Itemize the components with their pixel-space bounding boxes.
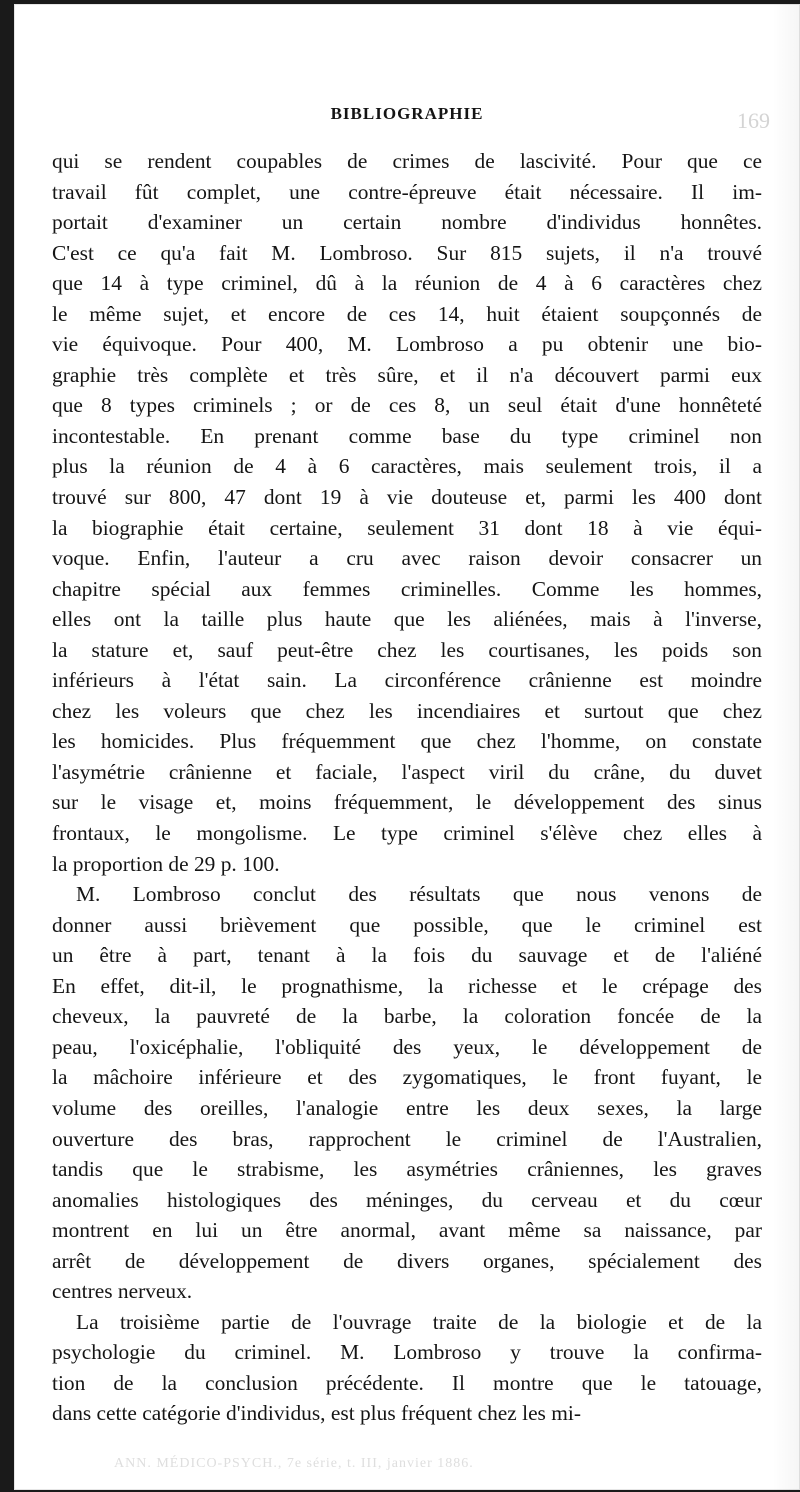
text-line: peau, l'oxicéphalie, l'obliquité des yeux, le développement de [52,1034,762,1059]
text-line: anomalies histologiques des méninges, du cerveau et du cœur [52,1187,762,1212]
page-number: 169 [737,108,770,133]
text-line: un être à part, tenant à la fois du sauvage et de l'aliéné [52,943,762,968]
text-line: centres nerveux. [52,1279,193,1304]
text-line: arrêt de développement de divers organes, spécialement des [52,1248,762,1273]
text-line: portait d'examiner un certain nombre d'individus honnêtes. [52,210,762,235]
text-line: vie équivoque. Pour 400, M. Lombroso a pu obtenir une bio- [52,332,762,357]
text-line: elles ont la taille plus haute que les aliénées, mais à l'inverse, [52,607,762,632]
text-line: donner aussi brièvement que possible, que le criminel est [52,912,762,937]
text-line: la stature et, sauf peut-être chez les courtisanes, les poids son [52,637,762,662]
body-text [52,146,762,1429]
text-line: graphie très complète et très sûre, et il n'a découvert parmi eux [52,362,762,387]
text-line: cheveux, la pauvreté de la barbe, la coloration foncée de la [52,1004,762,1029]
text-line: En effet, dit-il, le prognathisme, la richesse et le crépage des [52,973,762,998]
text-line: la biographie était certaine, seulement 31 dont 18 à vie équi- [52,515,762,540]
text-line: le même sujet, et encore de ces 14, huit étaient soupçonnés de [52,301,762,326]
text-line: tion de la conclusion précédente. Il montre que le tatouage, [52,1370,762,1395]
text-line: tandis que le strabisme, les asymétries crâniennes, les graves [52,1157,762,1182]
text-line: chez les voleurs que chez les incendiaires et surtout que chez [52,698,762,723]
text-line: la proportion de 29 p. 100. [52,851,280,876]
page [14,4,800,1490]
footer-show-through: ANN. MÉDICO-PSYCH., 7e série, t. III, janvier 1886. [114,1456,474,1471]
text-line: plus la réunion de 4 à 6 caractères, mais seulement trois, il a [52,454,762,479]
running-head: BIBLIOGRAPHIE [330,104,484,123]
page-margin-shadow [772,4,800,1490]
text-line: dans cette catégorie d'individus, est plus fréquent chez les mi- [52,1401,581,1426]
text-line: C'est ce qu'a fait M. Lombroso. Sur 815 sujets, il n'a trouvé [52,240,762,265]
text-line: l'asymétrie crânienne et faciale, l'aspect viril du crâne, du duvet [52,759,762,784]
text-line: montrent en lui un être anormal, avant même sa naissance, par [52,1218,762,1243]
text-line: M. Lombroso conclut des résultats que nous venons de [76,882,762,907]
text-line: voque. Enfin, l'auteur a cru avec raison devoir consacrer un [52,546,762,571]
text-line: volume des oreilles, l'analogie entre les deux sexes, la large [52,1095,762,1120]
text-line: chapitre spécial aux femmes criminelles. Comme les hommes, [52,576,762,601]
text-line: incontestable. En prenant comme base du type criminel non [52,423,762,448]
text-line: psychologie du criminel. M. Lombroso y trouve la confirma- [52,1340,762,1365]
text-line: sur le visage et, moins fréquemment, le développement des sinus [52,790,762,815]
text-line: La troisième partie de l'ouvrage traite de la biologie et de la [76,1309,762,1334]
text-line: que 8 types criminels ; or de ces 8, un seul était d'une honnêteté [52,393,762,418]
text-line: inférieurs à l'état sain. La circonférence crânienne est moindre [52,668,762,693]
text-line: qui se rendent coupables de crimes de lascivité. Pour que ce [52,149,762,173]
text-line: trouvé sur 800, 47 dont 19 à vie douteuse et, parmi les 400 dont [52,485,762,510]
text-line: la mâchoire inférieure et des zygomatiques, le front fuyant, le [52,1065,762,1090]
text-line: frontaux, le mongolisme. Le type criminel s'élève chez elles à [52,821,762,846]
text-line: travail fût complet, une contre-épreuve était nécessaire. Il im- [52,179,762,204]
text-line: ouverture des bras, rapprochent le criminel de l'Australien, [52,1126,762,1151]
text-line: les homicides. Plus fréquemment que chez l'homme, on constate [52,729,762,754]
text-line: que 14 à type criminel, dû à la réunion de 4 à 6 caractères chez [52,271,762,296]
